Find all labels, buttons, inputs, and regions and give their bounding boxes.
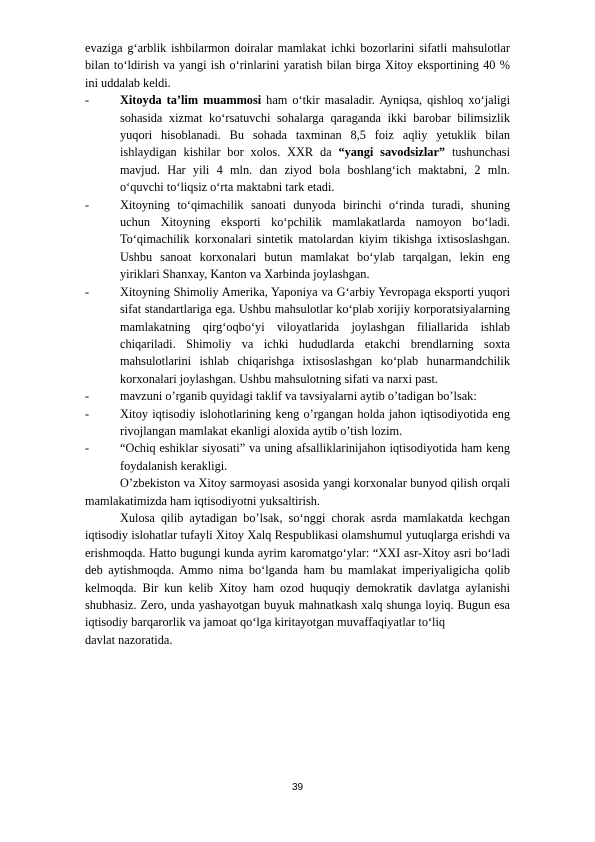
list-item-education [85,92,510,196]
bullet-dash: - [85,406,90,421]
text-run: mavzuni o’rganib quyidagi taklif va tavsiyalarni aytib o’tadigan bo’lsak: [120,389,477,404]
bold-term: “yangi savodsizlar” [338,145,446,160]
text-run: Xitoyning Shimoliy Amerika, Yaponiya va Gʻarbiy Yevropaga eksporti yuqori sifat standartlariga ega. Ushbu mahsulotlar koʻplab xorijiy korporatsiyalarning mamlakatning qirgʻoqboʻyi viloyatlarida joylashgan filiallarida ishlab chiqariladi. Shimoliy va ichki hududlarda etakchi brendlarning soxta mahsulotlarini ishlab chiqarishga ixtisoslashgan koʻplab hunarmandchilik korxonalari joylashgan. Ushbu mahsulotning sifati va narxi past. [120,284,510,386]
text-run: Xitoy iqtisodiy islohotlarining keng o’rgangan holda jahon iqtisodiyotida eng rivojlangan mamlakat ekanligi aloxida aytib o’tish lozim. [120,406,510,438]
paragraph-investment: O’zbekiston va Xitoy sarmoyasi asosida yangi korxonalar bunyod qilish orqali mamlakatimizda ham iqtisodiyotni yuksaltirish. [85,476,510,508]
bullet-dash: - [85,197,90,212]
text-run: Xitoyning toʻqimachilik sanoati dunyoda birinchi oʻrinda turadi, shuning uchun Xitoyning eksporti koʻpchilik mamlakatlarda namoyon boʻladi. Toʻqimachilik korxonalari sintetik matolardan kiyim tikishga ixtisoslashgan. Ushbu sanoat korxonalari butun mamlakat boʻylab tarqalgan, lekin eng yiriklari Shanxay, Kanton va Xarbinda joylashgan. [120,197,510,282]
bullet-dash: - [85,441,90,456]
paragraph-conclusion: Xulosa qilib aytadigan bo’lsak, so‘nggi chorak asrda mamlakatda kechgan iqtisodiy islohatlar tufayli Xitoy Xalq Respublikasi olamshumul yutuqlarga erishdi va erishmoqda. Hatto bugungi kunda ayrim karomatgo‘ylar: “XXI asr-Xitoy asri bo‘ladi deb aytishmoqda. Ammo nima bo‘lganda ham bu mamlakat imperiyaligicha qolib kelmoqda. Bir kun kelib Xitoy ham ozod huquqiy demokratik davlatga aylanishi shubhasiz. Zero, unda yashayotgan buyuk mahnatkash xalq shunga loyiq. Bugun esa iqtisodiy barqarorlik va jamoat qo‘lga kiritayotgan muvaffaqiyatlar to‘liq [85,510,510,630]
bold-heading: Xitoyda ta’lim muammosi [120,93,262,108]
list-item-reforms [85,406,510,441]
bullet-dash: - [85,389,90,404]
list-item-textile [85,197,510,284]
text-run: “Ochiq eshiklar siyosati” va uning afsalliklarinijahon iqtisodiyotida ham keng foydalanish kerakligi. [120,441,510,473]
paragraph-closing: davlat nazoratida. [85,632,173,647]
text-run: tushunchasi mavjud. Har yili 4 mln. dan ziyod bola boshlang‘ich maktabni, 2 mln. o‘quvchi to‘liqsiz o‘rta maktabni tark etadi. [120,145,511,195]
list-item-export [85,284,510,388]
list-item-open-door [85,440,510,475]
page-number: 39 [291,782,304,793]
list-item-intro-recommendations [85,388,510,405]
bullet-dash: - [85,93,90,108]
text-run: ham o‘tkir masaladir. Ayniqsa, qishloq xo‘jaligi sohasida xizmat ko‘rsatuvchi sohalarga qaraganda ikki barobar bilimsizlik yuqori hisoblanadi. Bu sohada taxminan 8,5 foiz aqliy yetuklik bilan ishlaydigan kishilar bor xolos. XXR da [120,93,510,160]
document-page [85,40,510,649]
bullet-dash: - [85,284,90,299]
paragraph-intro: evaziga g‘arblik ishbilarmon doiralar mamlakat ichki bozorlarini sifatli mahsulotlar bilan to‘ldirish va yangi ish o‘rinlarini yaratish bilan birga Xitoy eksportining 40 % ini uddalab keldi. [85,41,510,90]
